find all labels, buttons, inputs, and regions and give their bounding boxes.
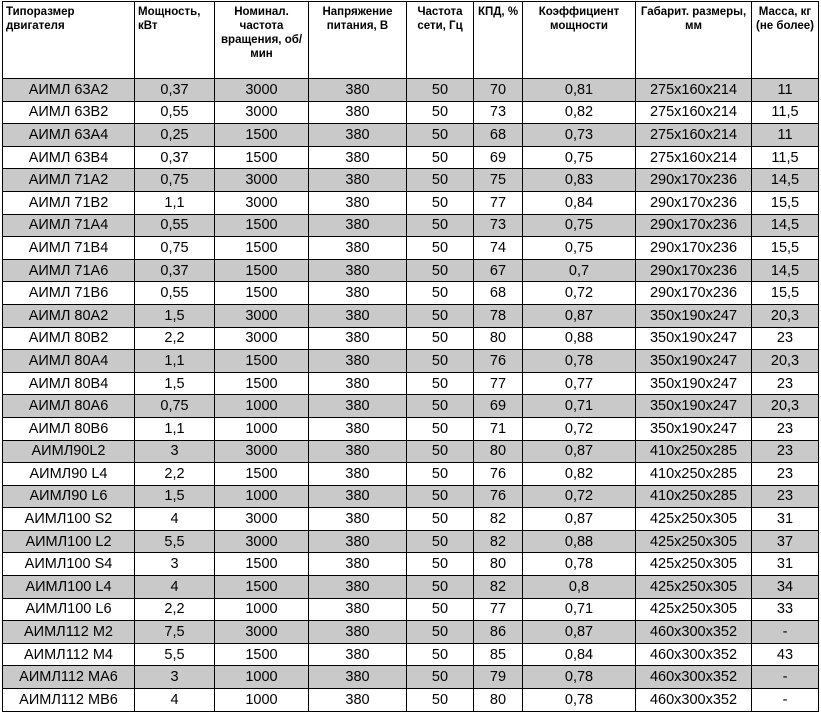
cell-dimensions: 425х250х305 [636, 598, 752, 621]
cell-mass: 34 [752, 576, 819, 599]
table-row [3, 485, 819, 508]
cell-frequency: 50 [407, 169, 474, 192]
cell-rotation-speed: 1000 [215, 666, 309, 689]
cell-power: 5,5 [135, 643, 215, 666]
cell-efficiency: 80 [474, 689, 523, 712]
cell-voltage: 380 [309, 169, 407, 192]
cell-voltage: 380 [309, 124, 407, 147]
cell-mass: 11 [752, 124, 819, 147]
cell-dimensions: 460х300х352 [636, 643, 752, 666]
cell-dimensions: 350х190х247 [636, 350, 752, 373]
cell-dimensions: 460х300х352 [636, 621, 752, 644]
cell-mass: 20,3 [752, 395, 819, 418]
table-row [3, 689, 819, 712]
cell-rotation-speed: 1500 [215, 214, 309, 237]
cell-voltage: 380 [309, 259, 407, 282]
table-row [3, 259, 819, 282]
cell-mass: 14,5 [752, 259, 819, 282]
cell-efficiency: 73 [474, 101, 523, 124]
cell-motor-size: АИМЛ90L2 [3, 440, 135, 463]
table-row [3, 191, 819, 214]
cell-power-factor: 0,87 [523, 440, 636, 463]
cell-dimensions: 410х250х285 [636, 440, 752, 463]
table-row [3, 576, 819, 599]
cell-efficiency: 68 [474, 282, 523, 305]
cell-dimensions: 425х250х305 [636, 508, 752, 531]
cell-motor-size: АИМЛ100 S4 [3, 553, 135, 576]
cell-power: 5,5 [135, 530, 215, 553]
cell-rotation-speed: 3000 [215, 191, 309, 214]
cell-voltage: 380 [309, 463, 407, 486]
cell-power-factor: 0,72 [523, 417, 636, 440]
cell-dimensions: 290х170х236 [636, 237, 752, 260]
table-row [3, 124, 819, 147]
cell-motor-size: АИМЛ100 L4 [3, 576, 135, 599]
cell-frequency: 50 [407, 350, 474, 373]
table-row [3, 214, 819, 237]
cell-motor-size: АИМЛ 80А4 [3, 350, 135, 373]
cell-voltage: 380 [309, 350, 407, 373]
cell-dimensions: 350х190х247 [636, 372, 752, 395]
cell-efficiency: 80 [474, 553, 523, 576]
header-dimensions: Габарит. размеры, мм [636, 2, 752, 79]
cell-voltage: 380 [309, 621, 407, 644]
cell-dimensions: 290х170х236 [636, 282, 752, 305]
cell-rotation-speed: 3000 [215, 101, 309, 124]
cell-motor-size: АИМЛ 80В4 [3, 372, 135, 395]
header-power: Мощность, кВт [135, 2, 215, 79]
cell-mass: 20,3 [752, 350, 819, 373]
cell-dimensions: 425х250х305 [636, 553, 752, 576]
cell-motor-size: АИМЛ 80В6 [3, 417, 135, 440]
cell-rotation-speed: 1500 [215, 463, 309, 486]
cell-efficiency: 67 [474, 259, 523, 282]
cell-power: 0,55 [135, 282, 215, 305]
cell-power-factor: 0,81 [523, 79, 636, 102]
cell-voltage: 380 [309, 214, 407, 237]
cell-voltage: 380 [309, 304, 407, 327]
cell-rotation-speed: 1000 [215, 417, 309, 440]
cell-dimensions: 350х190х247 [636, 395, 752, 418]
cell-frequency: 50 [407, 146, 474, 169]
cell-power-factor: 0,88 [523, 327, 636, 350]
cell-motor-size: АИМЛ100 S2 [3, 508, 135, 531]
cell-efficiency: 82 [474, 508, 523, 531]
cell-mass: 15,5 [752, 282, 819, 305]
header-efficiency: КПД, % [474, 2, 523, 79]
cell-rotation-speed: 1500 [215, 124, 309, 147]
cell-dimensions: 425х250х305 [636, 576, 752, 599]
cell-mass: 15,5 [752, 191, 819, 214]
table-row [3, 508, 819, 531]
cell-motor-size: АИМЛ 63В4 [3, 146, 135, 169]
cell-dimensions: 290х170х236 [636, 169, 752, 192]
cell-mass: 23 [752, 372, 819, 395]
cell-power: 4 [135, 576, 215, 599]
cell-frequency: 50 [407, 666, 474, 689]
cell-motor-size: АИМЛ 80А6 [3, 395, 135, 418]
cell-voltage: 380 [309, 237, 407, 260]
cell-voltage: 380 [309, 508, 407, 531]
cell-voltage: 380 [309, 576, 407, 599]
cell-dimensions: 290х170х236 [636, 259, 752, 282]
cell-dimensions: 410х250х285 [636, 485, 752, 508]
header-motor-size: Типоразмер двигателя [3, 2, 135, 79]
cell-mass: 11 [752, 79, 819, 102]
cell-motor-size: АИМЛ 71А2 [3, 169, 135, 192]
cell-power: 1,1 [135, 417, 215, 440]
cell-mass: 31 [752, 553, 819, 576]
cell-rotation-speed: 1500 [215, 237, 309, 260]
cell-power-factor: 0,75 [523, 146, 636, 169]
table-row [3, 553, 819, 576]
cell-frequency: 50 [407, 79, 474, 102]
cell-power-factor: 0,72 [523, 282, 636, 305]
cell-voltage: 380 [309, 79, 407, 102]
header-row [3, 2, 819, 79]
cell-power-factor: 0,72 [523, 485, 636, 508]
cell-motor-size: АИМЛ112 МА6 [3, 666, 135, 689]
cell-mass: 23 [752, 463, 819, 486]
cell-motor-size: АИМЛ 71В2 [3, 191, 135, 214]
cell-frequency: 50 [407, 553, 474, 576]
cell-frequency: 50 [407, 124, 474, 147]
cell-mass: - [752, 621, 819, 644]
cell-frequency: 50 [407, 598, 474, 621]
header-mass: Масса, кг (не более) [752, 2, 819, 79]
table-row [3, 79, 819, 102]
cell-power: 1,1 [135, 350, 215, 373]
cell-rotation-speed: 1000 [215, 598, 309, 621]
cell-mass: 15,5 [752, 237, 819, 260]
table-row [3, 101, 819, 124]
cell-frequency: 50 [407, 485, 474, 508]
cell-voltage: 380 [309, 101, 407, 124]
cell-efficiency: 76 [474, 463, 523, 486]
cell-power-factor: 0,78 [523, 689, 636, 712]
cell-power-factor: 0,82 [523, 101, 636, 124]
table-row [3, 350, 819, 373]
cell-efficiency: 75 [474, 169, 523, 192]
cell-dimensions: 350х190х247 [636, 304, 752, 327]
cell-mass: 23 [752, 327, 819, 350]
cell-power: 3 [135, 440, 215, 463]
cell-motor-size: АИМЛ 71А4 [3, 214, 135, 237]
table-row [3, 440, 819, 463]
cell-rotation-speed: 1500 [215, 146, 309, 169]
cell-rotation-speed: 3000 [215, 530, 309, 553]
cell-voltage: 380 [309, 146, 407, 169]
cell-mass: 23 [752, 440, 819, 463]
cell-rotation-speed: 1500 [215, 372, 309, 395]
cell-frequency: 50 [407, 395, 474, 418]
cell-efficiency: 77 [474, 191, 523, 214]
cell-efficiency: 69 [474, 395, 523, 418]
cell-frequency: 50 [407, 237, 474, 260]
cell-efficiency: 82 [474, 576, 523, 599]
cell-power-factor: 0,88 [523, 530, 636, 553]
cell-rotation-speed: 1000 [215, 395, 309, 418]
table-row [3, 327, 819, 350]
motor-specs-table [2, 1, 819, 712]
cell-dimensions: 275х160х214 [636, 124, 752, 147]
cell-rotation-speed: 3000 [215, 79, 309, 102]
cell-motor-size: АИМЛ 80В2 [3, 327, 135, 350]
cell-voltage: 380 [309, 666, 407, 689]
cell-voltage: 380 [309, 191, 407, 214]
cell-power: 1,5 [135, 485, 215, 508]
cell-efficiency: 85 [474, 643, 523, 666]
cell-dimensions: 460х300х352 [636, 689, 752, 712]
cell-dimensions: 350х190х247 [636, 417, 752, 440]
cell-power-factor: 0,84 [523, 643, 636, 666]
cell-motor-size: АИМЛ 71В4 [3, 237, 135, 260]
cell-frequency: 50 [407, 530, 474, 553]
table-row [3, 621, 819, 644]
cell-power: 2,2 [135, 463, 215, 486]
cell-power: 0,37 [135, 79, 215, 102]
cell-efficiency: 80 [474, 327, 523, 350]
cell-mass: 14,5 [752, 214, 819, 237]
table-row [3, 530, 819, 553]
cell-frequency: 50 [407, 621, 474, 644]
cell-voltage: 380 [309, 643, 407, 666]
cell-dimensions: 410х250х285 [636, 463, 752, 486]
cell-rotation-speed: 1500 [215, 576, 309, 599]
cell-power-factor: 0,71 [523, 395, 636, 418]
cell-mass: 11,5 [752, 101, 819, 124]
cell-voltage: 380 [309, 440, 407, 463]
cell-motor-size: АИМЛ 80А2 [3, 304, 135, 327]
cell-rotation-speed: 1500 [215, 282, 309, 305]
cell-motor-size: АИМЛ 63В2 [3, 101, 135, 124]
cell-motor-size: АИМЛ100 L6 [3, 598, 135, 621]
cell-rotation-speed: 3000 [215, 304, 309, 327]
cell-rotation-speed: 1500 [215, 350, 309, 373]
cell-efficiency: 74 [474, 237, 523, 260]
cell-motor-size: АИМЛ 71В6 [3, 282, 135, 305]
cell-efficiency: 76 [474, 350, 523, 373]
table-row [3, 643, 819, 666]
cell-power: 0,55 [135, 101, 215, 124]
cell-voltage: 380 [309, 530, 407, 553]
cell-power: 0,75 [135, 395, 215, 418]
cell-power: 1,1 [135, 191, 215, 214]
cell-power: 3 [135, 666, 215, 689]
cell-power-factor: 0,73 [523, 124, 636, 147]
cell-efficiency: 82 [474, 530, 523, 553]
cell-power-factor: 0,75 [523, 237, 636, 260]
cell-motor-size: АИМЛ112 М2 [3, 621, 135, 644]
cell-rotation-speed: 3000 [215, 621, 309, 644]
cell-mass: 11,5 [752, 146, 819, 169]
cell-dimensions: 460х300х352 [636, 666, 752, 689]
cell-motor-size: АИМЛ112 М4 [3, 643, 135, 666]
table-row [3, 146, 819, 169]
table-row [3, 372, 819, 395]
cell-motor-size: АИМЛ 71А6 [3, 259, 135, 282]
cell-power-factor: 0,78 [523, 350, 636, 373]
table-row [3, 304, 819, 327]
cell-mass: - [752, 666, 819, 689]
cell-mass: - [752, 689, 819, 712]
cell-power-factor: 0,7 [523, 259, 636, 282]
cell-rotation-speed: 3000 [215, 508, 309, 531]
cell-efficiency: 80 [474, 440, 523, 463]
cell-mass: 14,5 [752, 169, 819, 192]
cell-motor-size: АИМЛ 63А4 [3, 124, 135, 147]
cell-mass: 20,3 [752, 304, 819, 327]
cell-voltage: 380 [309, 689, 407, 712]
cell-power: 0,55 [135, 214, 215, 237]
cell-dimensions: 275х160х214 [636, 101, 752, 124]
cell-voltage: 380 [309, 553, 407, 576]
cell-power-factor: 0,75 [523, 214, 636, 237]
cell-power-factor: 0,77 [523, 372, 636, 395]
cell-power: 7,5 [135, 621, 215, 644]
cell-efficiency: 79 [474, 666, 523, 689]
cell-mass: 33 [752, 598, 819, 621]
cell-efficiency: 76 [474, 485, 523, 508]
cell-dimensions: 290х170х236 [636, 214, 752, 237]
cell-motor-size: АИМЛ100 L2 [3, 530, 135, 553]
header-power-factor: Коэффициент мощности [523, 2, 636, 79]
cell-power: 0,75 [135, 237, 215, 260]
cell-mass: 37 [752, 530, 819, 553]
cell-efficiency: 77 [474, 598, 523, 621]
table-row [3, 666, 819, 689]
cell-frequency: 50 [407, 576, 474, 599]
cell-power: 1,5 [135, 372, 215, 395]
cell-power: 0,75 [135, 169, 215, 192]
cell-mass: 23 [752, 417, 819, 440]
cell-power-factor: 0,84 [523, 191, 636, 214]
cell-rotation-speed: 1000 [215, 689, 309, 712]
cell-rotation-speed: 3000 [215, 327, 309, 350]
cell-mass: 23 [752, 485, 819, 508]
cell-rotation-speed: 3000 [215, 169, 309, 192]
cell-rotation-speed: 1500 [215, 259, 309, 282]
cell-power-factor: 0,87 [523, 621, 636, 644]
cell-dimensions: 350х190х247 [636, 327, 752, 350]
cell-rotation-speed: 1500 [215, 643, 309, 666]
cell-frequency: 50 [407, 417, 474, 440]
table-row [3, 282, 819, 305]
cell-dimensions: 275х160х214 [636, 79, 752, 102]
cell-efficiency: 71 [474, 417, 523, 440]
cell-frequency: 50 [407, 327, 474, 350]
cell-motor-size: АИМЛ112 МВ6 [3, 689, 135, 712]
table-body [3, 79, 819, 712]
cell-frequency: 50 [407, 643, 474, 666]
cell-efficiency: 69 [474, 146, 523, 169]
cell-frequency: 50 [407, 214, 474, 237]
cell-power: 0,37 [135, 259, 215, 282]
cell-frequency: 50 [407, 463, 474, 486]
cell-power: 2,2 [135, 598, 215, 621]
cell-power-factor: 0,87 [523, 508, 636, 531]
cell-power-factor: 0,8 [523, 576, 636, 599]
cell-dimensions: 425х250х305 [636, 530, 752, 553]
motor-specs-table-container [2, 1, 819, 712]
cell-power-factor: 0,78 [523, 666, 636, 689]
cell-dimensions: 290х170х236 [636, 191, 752, 214]
header-voltage: Напряжение питания, В [309, 2, 407, 79]
cell-power-factor: 0,71 [523, 598, 636, 621]
cell-motor-size: АИМЛ90 L6 [3, 485, 135, 508]
cell-mass: 31 [752, 508, 819, 531]
cell-efficiency: 68 [474, 124, 523, 147]
cell-frequency: 50 [407, 440, 474, 463]
cell-power-factor: 0,82 [523, 463, 636, 486]
cell-power: 3 [135, 553, 215, 576]
cell-rotation-speed: 3000 [215, 440, 309, 463]
cell-frequency: 50 [407, 191, 474, 214]
cell-voltage: 380 [309, 417, 407, 440]
cell-frequency: 50 [407, 508, 474, 531]
table-row [3, 237, 819, 260]
cell-power: 0,37 [135, 146, 215, 169]
cell-motor-size: АИМЛ90 L4 [3, 463, 135, 486]
cell-voltage: 380 [309, 372, 407, 395]
cell-rotation-speed: 1500 [215, 553, 309, 576]
table-row [3, 169, 819, 192]
table-row [3, 417, 819, 440]
cell-power: 1,5 [135, 304, 215, 327]
header-frequency: Частота сети, Гц [407, 2, 474, 79]
cell-mass: 43 [752, 643, 819, 666]
cell-power: 4 [135, 508, 215, 531]
cell-power: 2,2 [135, 327, 215, 350]
cell-voltage: 380 [309, 598, 407, 621]
cell-frequency: 50 [407, 259, 474, 282]
cell-efficiency: 73 [474, 214, 523, 237]
cell-dimensions: 275х160х214 [636, 146, 752, 169]
cell-frequency: 50 [407, 304, 474, 327]
cell-frequency: 50 [407, 689, 474, 712]
header-rotation-speed: Номинал. частота вращения, об/мин [215, 2, 309, 79]
cell-frequency: 50 [407, 101, 474, 124]
cell-power-factor: 0,83 [523, 169, 636, 192]
cell-efficiency: 86 [474, 621, 523, 644]
cell-voltage: 380 [309, 327, 407, 350]
cell-motor-size: АИМЛ 63А2 [3, 79, 135, 102]
cell-power-factor: 0,87 [523, 304, 636, 327]
cell-power: 0,25 [135, 124, 215, 147]
cell-voltage: 380 [309, 395, 407, 418]
cell-rotation-speed: 1000 [215, 485, 309, 508]
table-row [3, 395, 819, 418]
cell-frequency: 50 [407, 282, 474, 305]
cell-efficiency: 78 [474, 304, 523, 327]
cell-voltage: 380 [309, 485, 407, 508]
cell-frequency: 50 [407, 372, 474, 395]
table-row [3, 463, 819, 486]
cell-voltage: 380 [309, 282, 407, 305]
cell-power: 4 [135, 689, 215, 712]
cell-efficiency: 77 [474, 372, 523, 395]
table-row [3, 598, 819, 621]
cell-power-factor: 0,78 [523, 553, 636, 576]
cell-efficiency: 70 [474, 79, 523, 102]
